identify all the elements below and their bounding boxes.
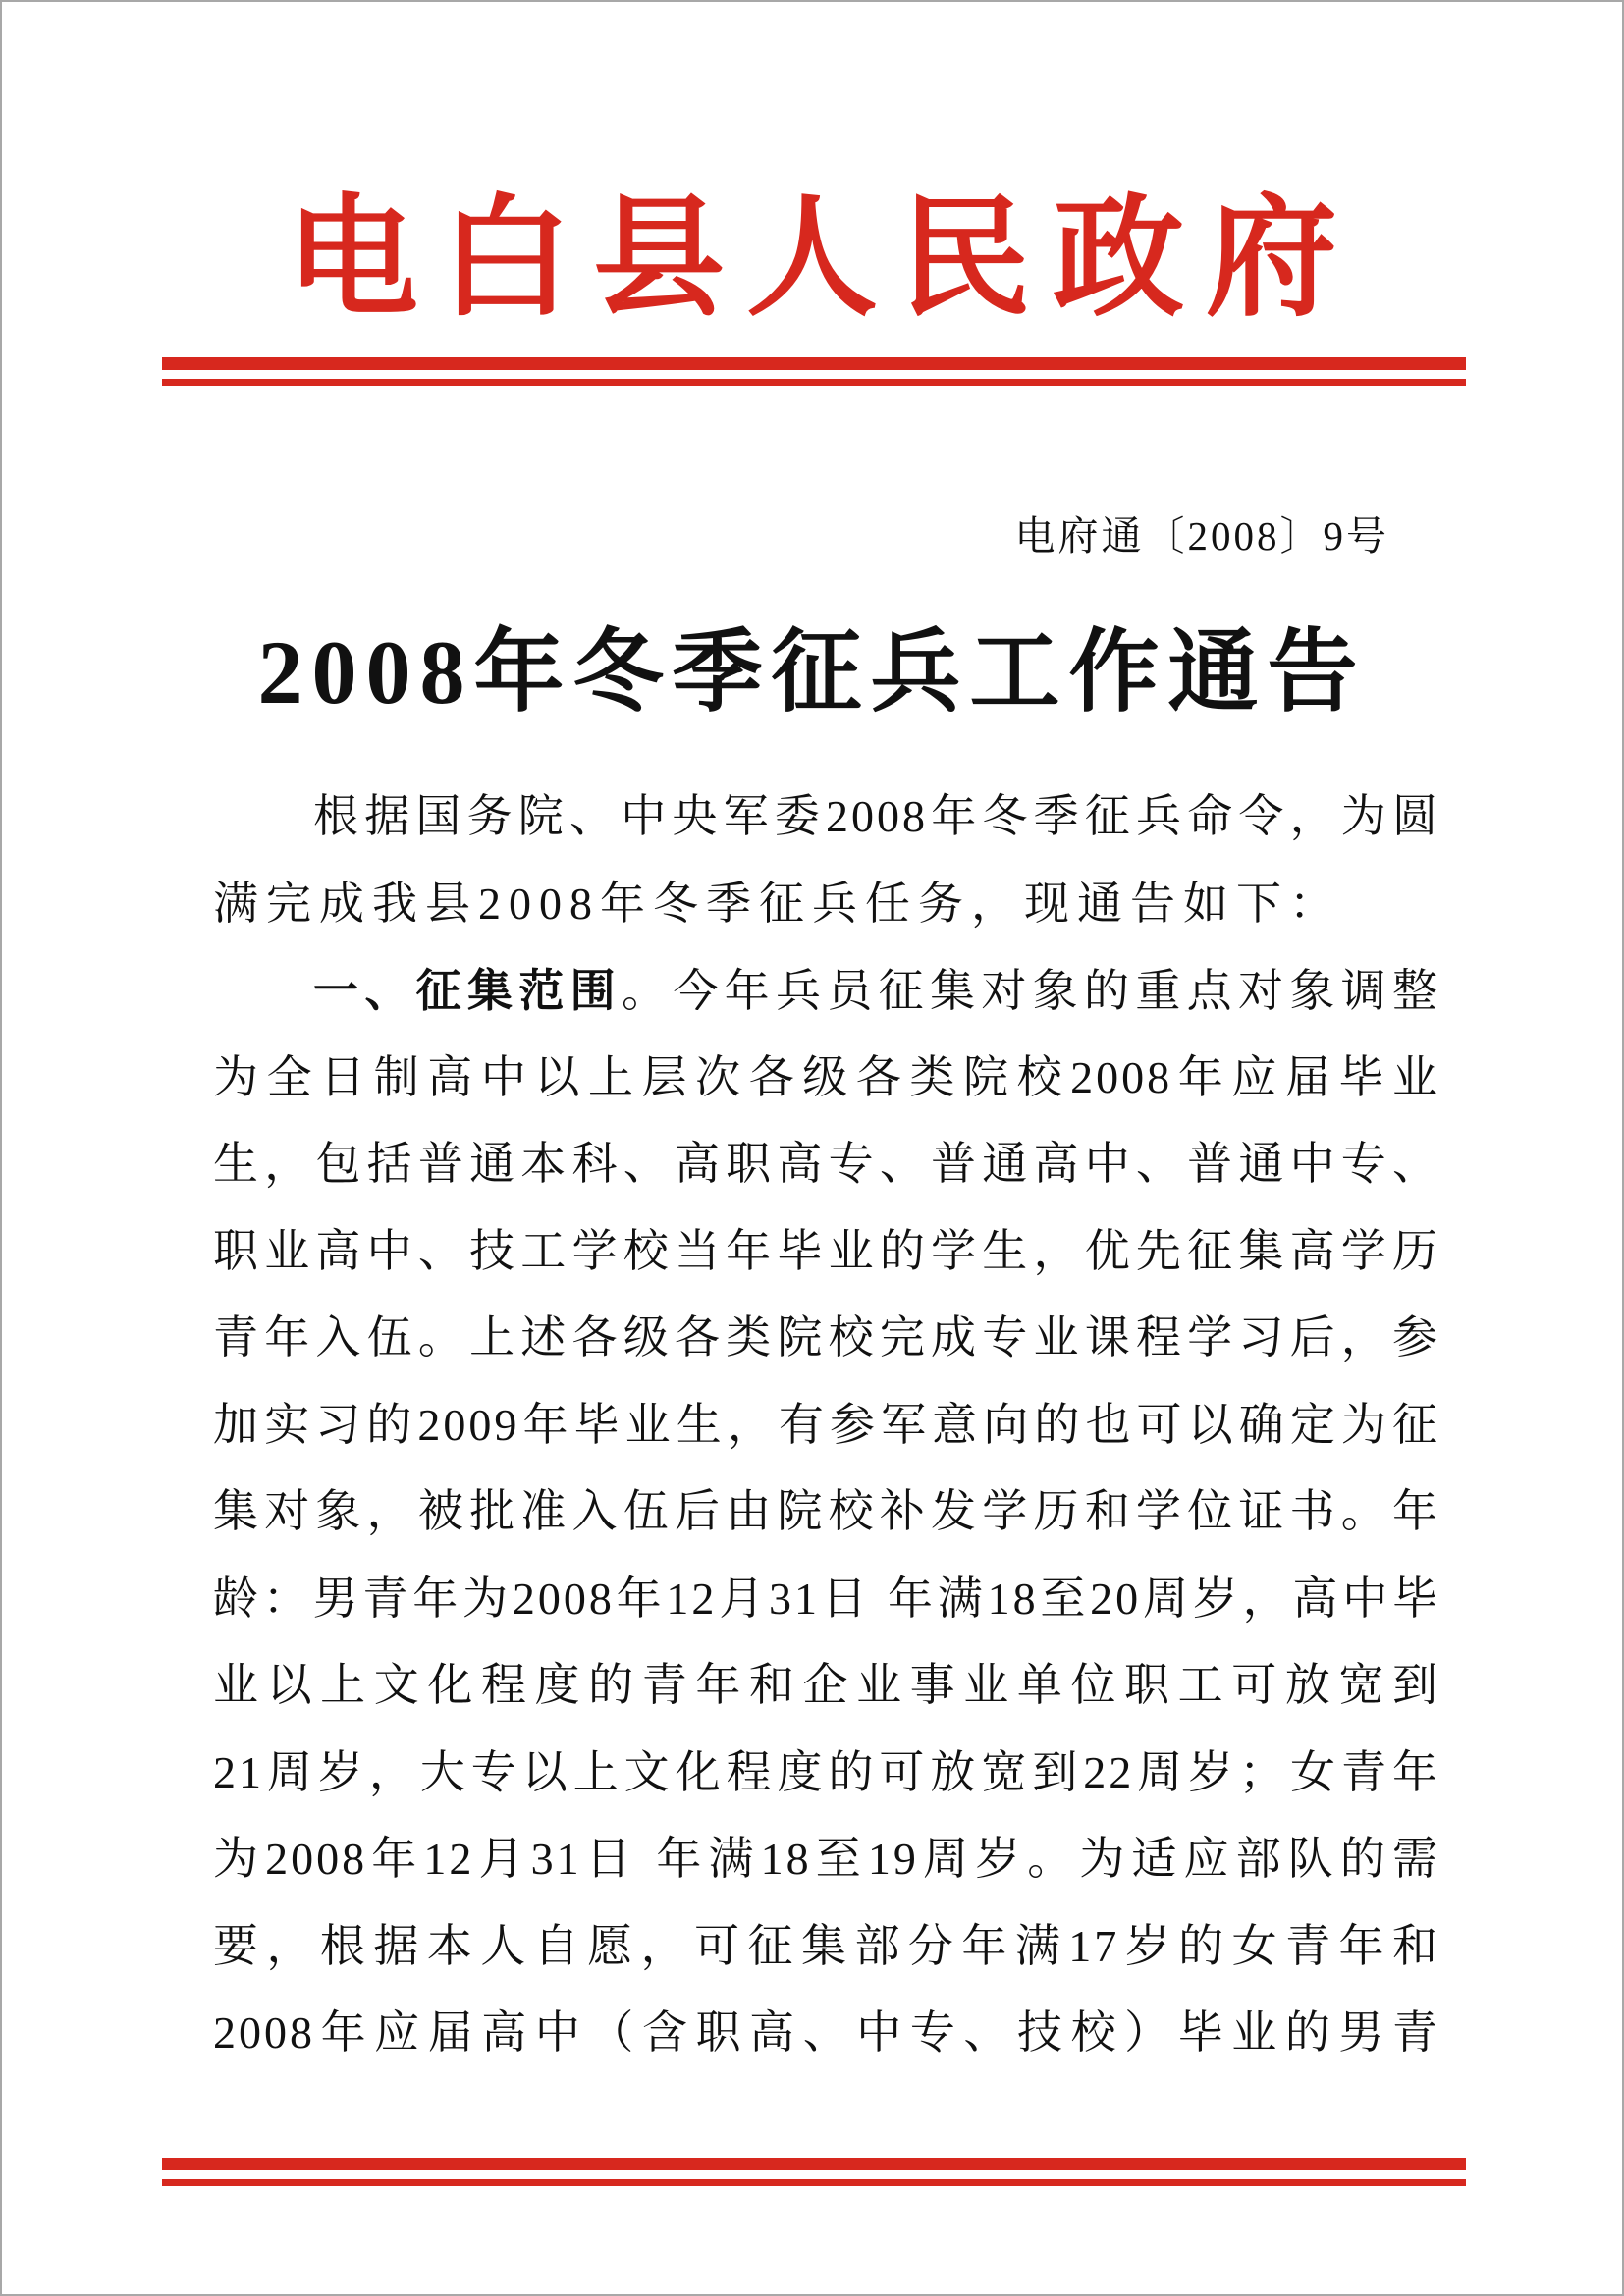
body-line [213,1208,1440,1296]
footer-rule-thin-line [162,2179,1466,2186]
body-line [213,1903,1440,1991]
body-text-segment: 为2008年12月31日 年满18至19周岁。为适应部队的需 [213,1834,1440,1884]
body-text-segment: 业以上文化程度的青年和企业事业单位职工可放宽到 [213,1660,1440,1710]
body-text-segment: 。今年兵员征集对象的重点对象调整 [622,966,1440,1016]
body-text-segment: 生，包括普通本科、高职高专、普通高中、普通中专、 [213,1139,1440,1189]
body-line [213,1816,1440,1903]
footer-rule-thick-line [162,2158,1466,2170]
header-double-rule [162,357,1466,386]
body-text-segment: 职业高中、技工学校当年毕业的学生，优先征集高学历 [213,1225,1440,1276]
body-text-segment: 加实习的2009年毕业生，有参军意向的也可以确定为征 [213,1399,1440,1450]
body-line [213,1035,1440,1122]
header-rule-gap [162,370,1466,379]
body-line [213,774,1440,861]
footer-double-rule [162,2158,1466,2186]
body-text-segment: 满完成我县2008年冬季征兵任务，现通告如下： [213,878,1342,929]
doc-number: 电府通〔2008〕9号 [1014,513,1389,559]
body-line [213,1121,1440,1208]
body-line [213,1382,1440,1469]
agency-masthead: 电白县人民政府 [286,187,1359,332]
header-rule-thick-line [162,357,1466,370]
body-line [213,947,1440,1035]
body-text-segment: 要，根据本人自愿，可征集部分年满17岁的女青年和 [213,1920,1440,1971]
body-text-segment: 青年入伍。上述各级各类院校完成专业课程学习后，参 [213,1312,1440,1362]
body-text-segment: 2008年应届高中（含职高、中专、技校）毕业的男青 [213,2007,1440,2057]
body-line [213,1642,1440,1730]
body-line [213,1468,1440,1556]
body-text-segment: 为全日制高中以上层次各级各类院校2008年应届毕业 [213,1051,1440,1102]
body-line [213,1730,1440,1817]
body-line [213,1990,1440,2077]
body-line [213,1295,1440,1382]
body-text-segment: 集对象，被批准入伍后由院校补发学历和学位证书。年 [213,1486,1440,1536]
body-line [213,861,1440,948]
header-rule-thin-line [162,379,1466,386]
section-heading-text: 一、征集范围 [313,965,622,1016]
body-text [213,774,1440,2077]
body-text-segment: 龄：男青年为2008年12月31日 年满18至20周岁，高中毕 [213,1573,1440,1624]
body-line [213,1556,1440,1643]
body-text-segment: 根据国务院、中央军委2008年冬季征兵命令，为圆 [313,791,1440,841]
body-text-segment: 21周岁，大专以上文化程度的可放宽到22周岁；女青年 [213,1746,1440,1797]
notice-title: 2008年冬季征兵工作通告 [257,622,1367,722]
footer-rule-gap [162,2170,1466,2179]
